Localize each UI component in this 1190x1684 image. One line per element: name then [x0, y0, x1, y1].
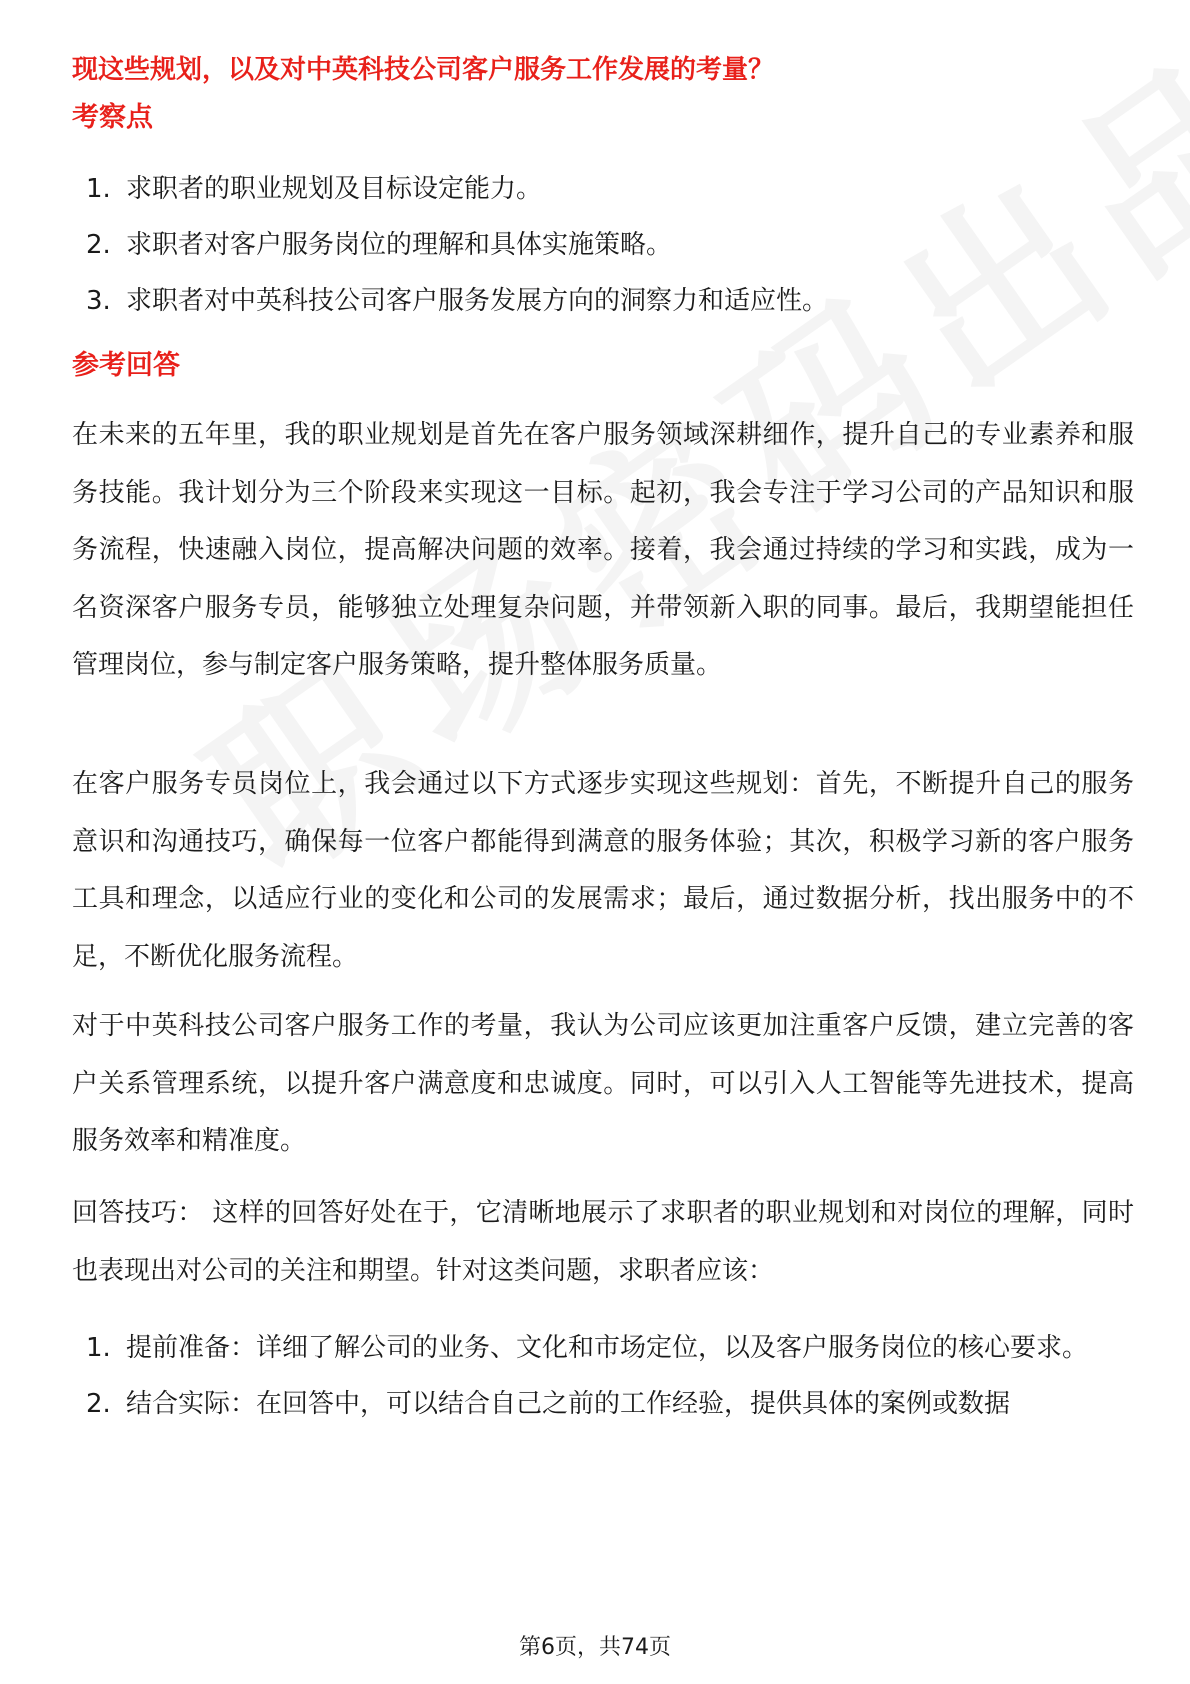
page-footer: 第6页，共74页 [519, 1635, 671, 1660]
question-title: 现这些规划，以及对中英科技公司客户服务工作发展的考量？ [72, 55, 775, 85]
assessment-list [72, 161, 1132, 329]
answer-heading: 参考回答 [72, 350, 180, 381]
list-item [72, 1320, 1132, 1376]
list-number: 2. [86, 1389, 111, 1419]
list-item-text: 提前准备：详细了解公司的业务、文化和市场定位，以及客户服务岗位的核心要求。 [126, 1333, 1089, 1363]
list-number: 1. [86, 1333, 111, 1363]
list-item-text: 求职者对中英科技公司客户服务发展方向的洞察力和适应性。 [126, 286, 829, 316]
list-item-text: 结合实际：在回答中，可以结合自己之前的工作经验，提供具体的案例或数据 [126, 1389, 1011, 1419]
tips-list [72, 1320, 1132, 1432]
assessment-heading: 考察点 [72, 102, 153, 133]
list-item [72, 217, 1132, 273]
list-number: 3. [86, 286, 111, 316]
answer-paragraph: 在客户服务专员岗位上，我会通过以下方式逐步实现这些规划：首先，不断提升自己的服务意识和沟通技巧，确保每一位客户都能得到满意的服务体验；其次，积极学习新的客户服务工具和理念，以适应行业的变化和公司的发展需求；最后，通过数据分析，找出服务中的不足，不断优化服务流程。 [72, 769, 1134, 972]
list-item [72, 161, 1132, 217]
list-number: 1. [86, 174, 111, 204]
list-number: 2. [86, 230, 111, 260]
list-item-text: 求职者的职业规划及目标设定能力。 [126, 174, 543, 204]
list-item [72, 273, 1132, 329]
answer-paragraph: 在未来的五年里，我的职业规划是首先在客户服务领域深耕细作，提升自己的专业素养和服务技能。我计划分为三个阶段来实现这一目标。起初，我会专注于学习公司的产品知识和服务流程，快速融入岗位，提高解决问题的效率。接着，我会通过持续的学习和实践，成为一名资深客户服务专员，能够独立处理复杂问题，并带领新入职的同事。最后，我期望能担任管理岗位，参与制定客户服务策略，提升整体服务质量。 [72, 420, 1134, 680]
answer-paragraph: 对于中英科技公司客户服务工作的考量，我认为公司应该更加注重客户反馈，建立完善的客户关系管理系统，以提升客户满意度和忠诚度。同时，可以引入人工智能等先进技术，提高服务效率和精准度。 [72, 1011, 1134, 1156]
list-item [72, 1376, 1132, 1432]
list-item-text: 求职者对客户服务岗位的理解和具体实施策略。 [126, 230, 673, 260]
tips-intro: 回答技巧： 这样的回答好处在于，它清晰地展示了求职者的职业规划和对岗位的理解，同时也表现出对公司的关注和期望。针对这类问题，求职者应该： [72, 1198, 1134, 1286]
